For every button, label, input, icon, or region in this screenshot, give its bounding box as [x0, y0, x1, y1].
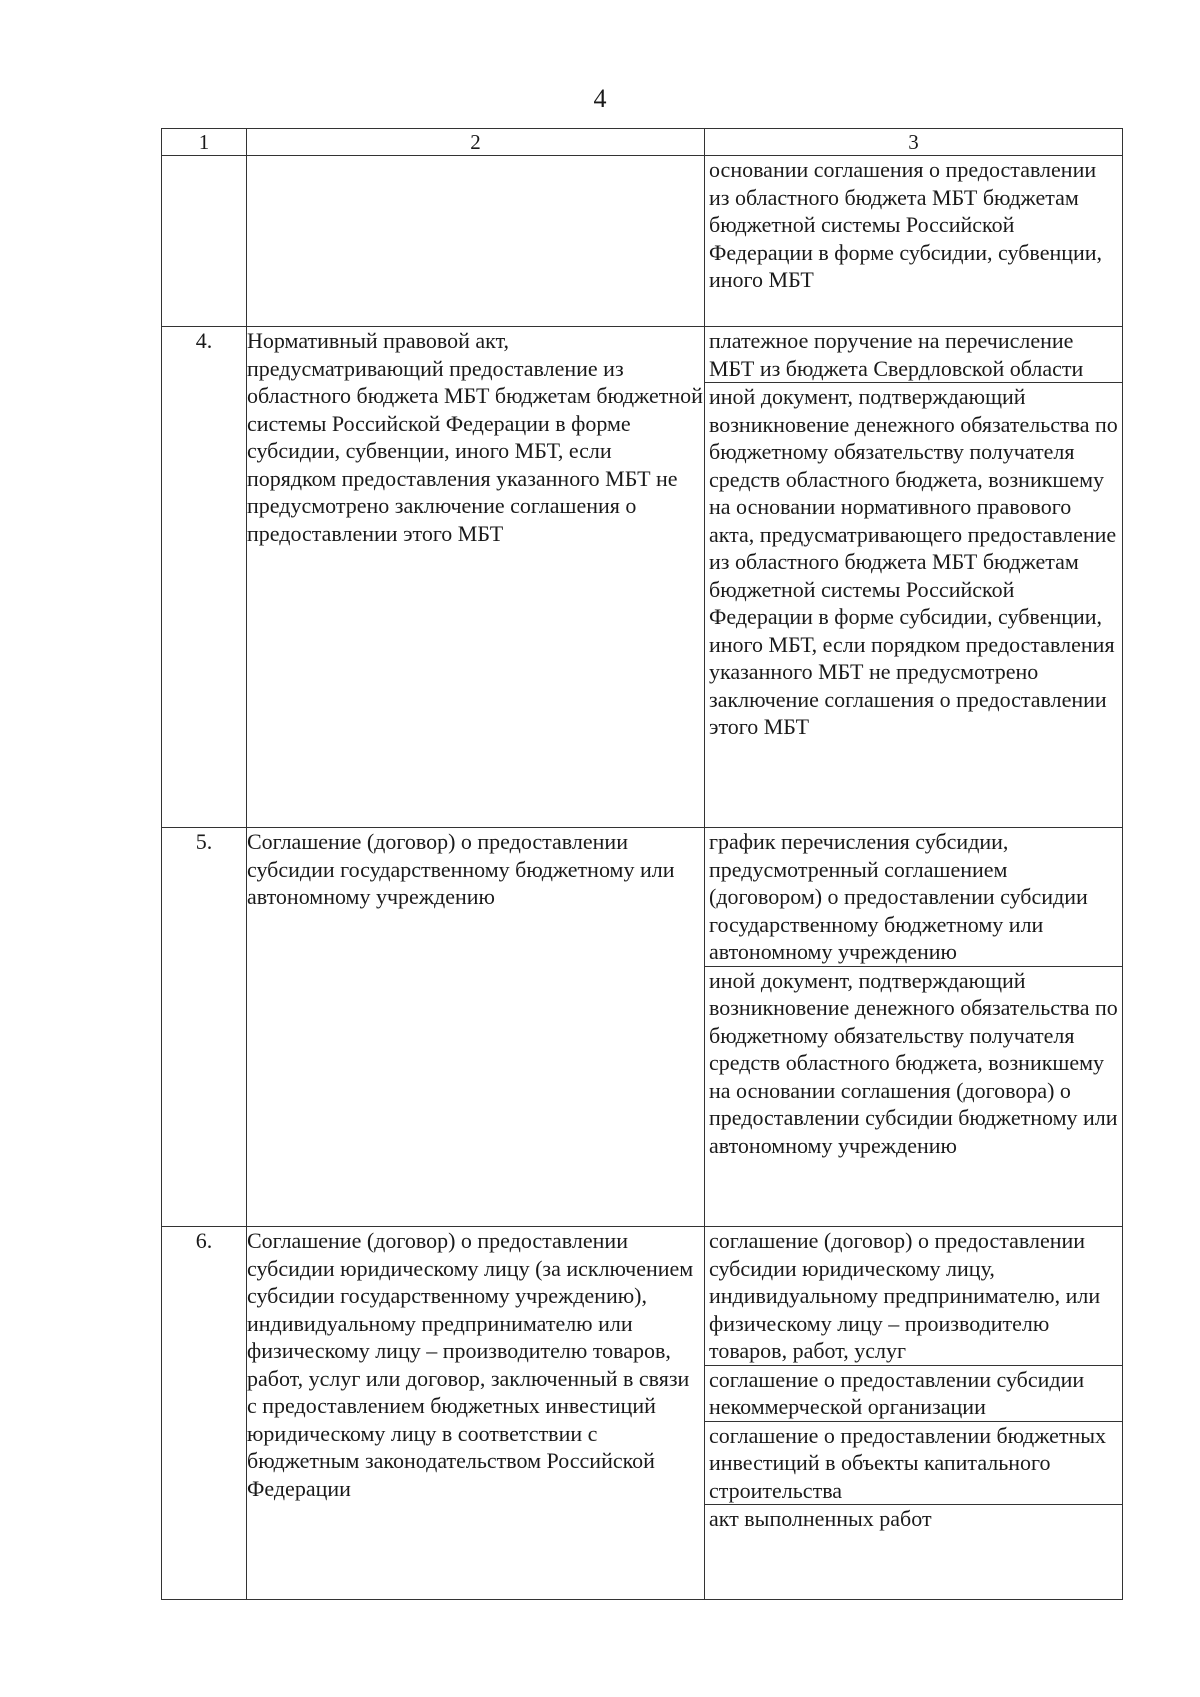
document-item: соглашение о предоставлении бюджетных инвестиций в объекты капитального строительства: [705, 1421, 1122, 1505]
row-number: 5.: [162, 828, 247, 1227]
row-documents: [705, 156, 1123, 327]
row-description: Соглашение (договор) о предоставлении субсидии юридическому лицу (за исключением субсидии государственному учреждению), индивидуальному предпринимателю или физическому лицу – производителю товаров, работ, услуг или договор, заключенный в связи с предоставлением бюджетных инвестиций юридическому лицу в соответствии с бюджетным законодательством Российской Федерации: [247, 1227, 705, 1600]
row-description: Нормативный правовой акт, предусматривающий предоставление из областного бюджета МБТ бюджетам бюджетной системы Российской Федерации в форме субсидии, субвенции, иного МБТ, если порядком предоставления указанного МБТ не предусмотрено заключение соглашения о предоставлении этого МБТ: [247, 327, 705, 828]
header-col-2: 2: [247, 129, 705, 156]
table-header-row: [162, 129, 1123, 156]
row-description: Соглашение (договор) о предоставлении субсидии государственному бюджетному или автономному учреждению: [247, 828, 705, 1227]
document-item: график перечисления субсидии, предусмотренный соглашением (договором) о предоставлении субсидии государственному бюджетному или автономному учреждению: [709, 829, 1088, 964]
table-row-continuation: [162, 156, 1123, 327]
document-item: платежное поручение на перечисление МБТ из бюджета Свердловской области: [709, 328, 1084, 381]
header-col-1: 1: [162, 129, 247, 156]
table-row: [162, 828, 1123, 1227]
document-item: акт выполненных работ: [705, 1504, 1122, 1533]
header-col-3: 3: [705, 129, 1123, 156]
document-item: соглашение (договор) о предоставлении субсидии юридическому лицу, индивидуальному предпринимателю, или физическому лицу – производителю товаров, работ, услуг: [709, 1228, 1101, 1363]
row-number: [162, 156, 247, 327]
table-row: [162, 327, 1123, 828]
page-number: 4: [593, 84, 607, 113]
documents-table: [161, 128, 1123, 1600]
row-number: 6.: [162, 1227, 247, 1600]
row-description: [247, 156, 705, 327]
table-row: [162, 1227, 1123, 1600]
row-documents: [705, 828, 1123, 1227]
document-item: основании соглашения о предоставлении из областного бюджета МБТ бюджетам бюджетной системы Российской Федерации в форме субсидии, субвенции, иного МБТ: [709, 157, 1103, 292]
row-documents: [705, 327, 1123, 828]
row-number: 4.: [162, 327, 247, 828]
document-item: иной документ, подтверждающий возникновение денежного обязательства по бюджетному обязательству получателя средств областного бюджета, возникшему на основании нормативного правового акта, предусматривающего предоставление из областного бюджета МБТ бюджетам бюджетной системы Российской Федерации в форме субсидии, субвенции, иного МБТ, если порядком предоставления указанного МБТ не предусмотрено заключение соглашения о предоставлении этого МБТ: [705, 382, 1122, 741]
document-item: иной документ, подтверждающий возникновение денежного обязательства по бюджетному обязательству получателя средств областного бюджета, возникшему на основании соглашения (договора) о предоставлении субсидии бюджетному или автономному учреждению: [705, 966, 1122, 1160]
row-documents: [705, 1227, 1123, 1600]
document-item: соглашение о предоставлении субсидии некоммерческой организации: [705, 1365, 1122, 1421]
